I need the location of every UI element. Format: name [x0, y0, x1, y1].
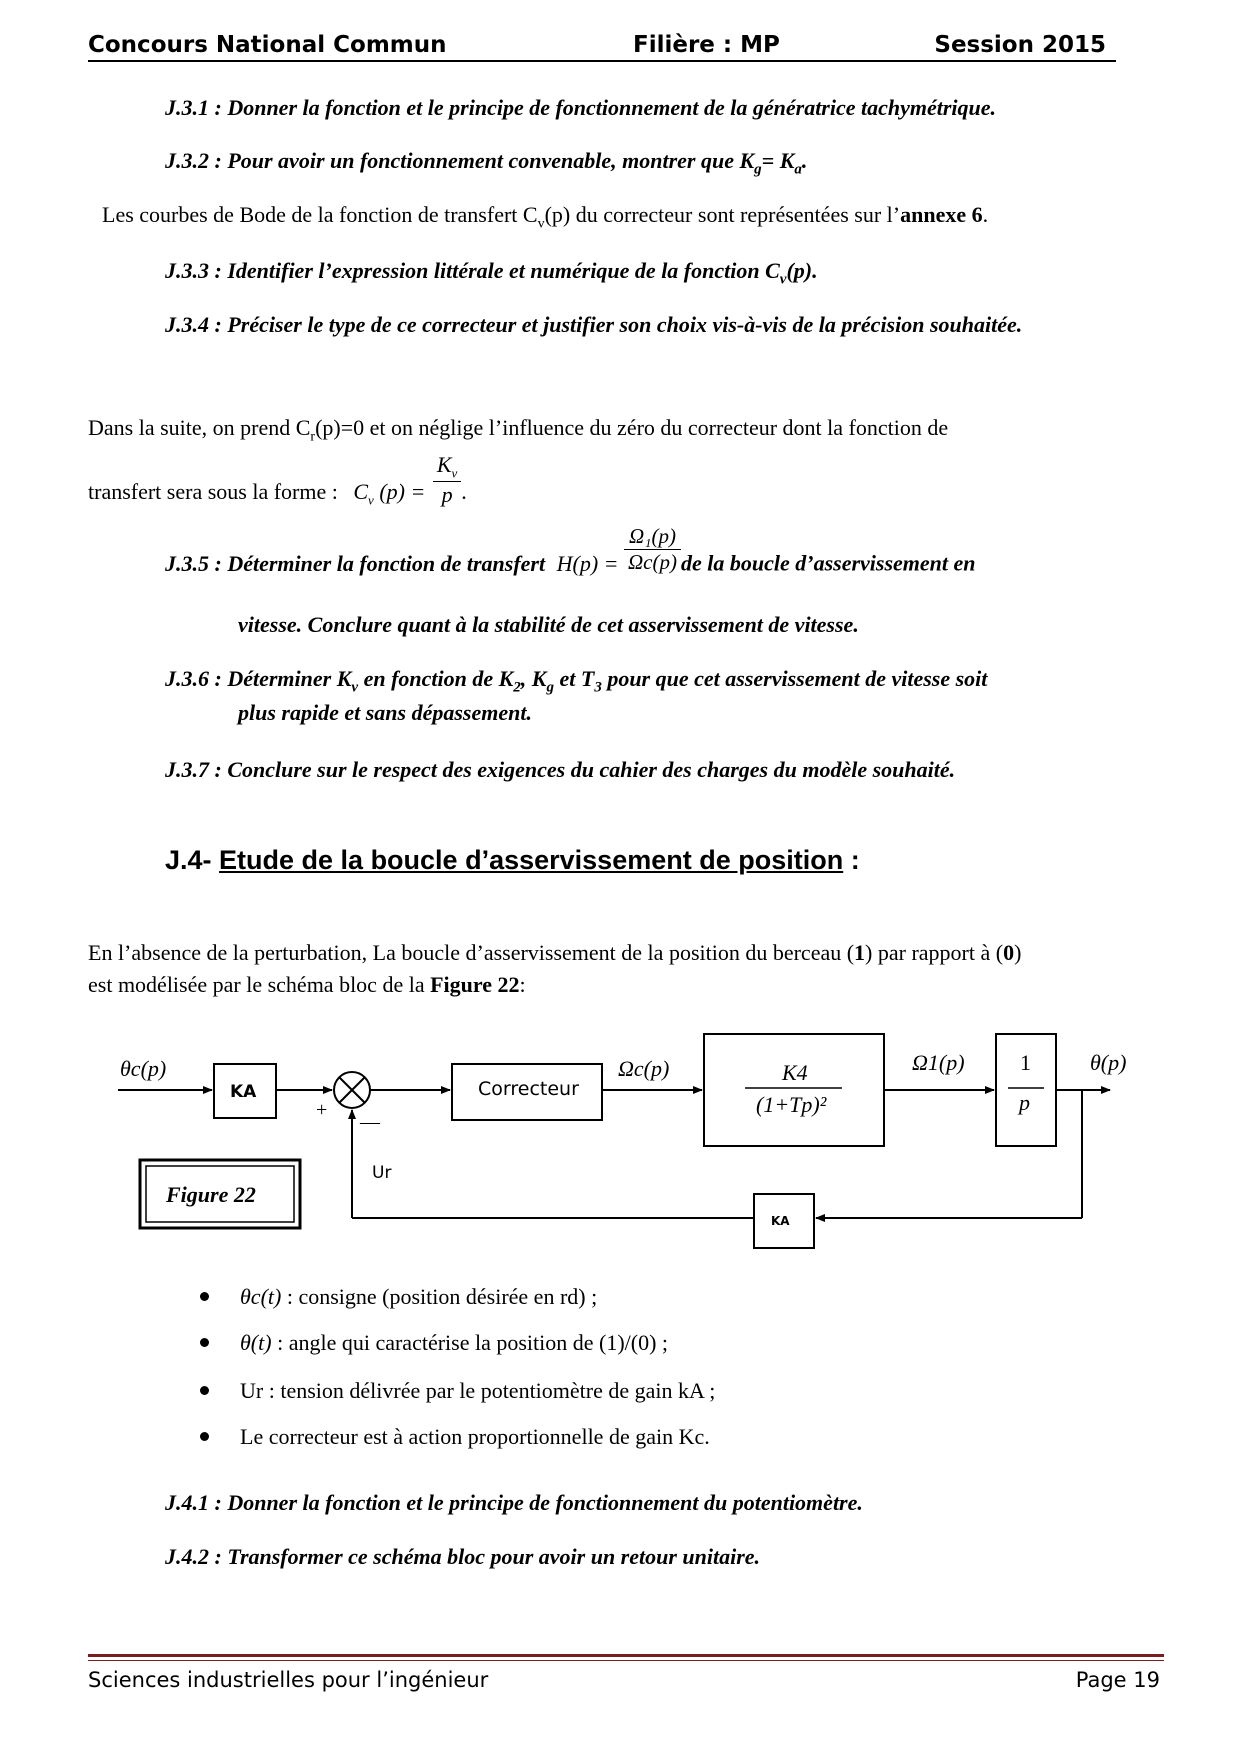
question-j36-cont: plus rapide et sans dépassement. [238, 700, 532, 725]
question-j31: J.3.1 : Donner la fonction et le principe de fonctionnement de la génératrice tachymétrique. [165, 95, 997, 120]
ka-label: KA [230, 1082, 257, 1102]
header-center: Filière : MP [633, 32, 780, 58]
ur-label: Ur [372, 1163, 392, 1183]
theta-out-label: θ(p) [1090, 1050, 1127, 1075]
integrator-denominator: p [1019, 1090, 1030, 1115]
transfert-line: transfert sera sous la forme : $C_v$ (p) = $\frac{K_v}{p}$ . [88, 452, 467, 508]
k4-denominator: (1+Tp)² [756, 1092, 827, 1117]
correcteur-label: Correcteur [478, 1078, 579, 1100]
integrator-numerator: 1 [1020, 1050, 1031, 1075]
question-j41: J.4.1 : Donner la fonction et le principe de fonctionnement du potentiomètre. [165, 1490, 863, 1515]
omega-c-label: Ωc(p) [618, 1056, 670, 1081]
question-j32: J.3.2 : Pour avoir un fonctionnement convenable, montrer que $K_g= K_a$. [165, 148, 808, 178]
suite-paragraph: Dans la suite, on prend $C_r(p)=0$ et on néglige l’influence du zéro du correcteur dont la fonction de [88, 415, 949, 445]
omega-1-label: Ω1(p) [912, 1050, 965, 1075]
question-j42: J.4.2 : Transformer ce schéma bloc pour avoir un retour unitaire. [165, 1544, 761, 1569]
modelisee-paragraph: est modélisée par le schéma bloc de la Figure 22: [88, 972, 526, 997]
figure-label: Figure 22 [166, 1182, 256, 1207]
minus-sign: — [360, 1111, 380, 1133]
header-left: Concours National Commun [88, 32, 447, 58]
theta-c-label: θc(p) [120, 1056, 167, 1081]
question-j36: J.3.6 : Déterminer $K_v$ en fonction de $K_2$, $K_g$ et $T_3$ pour que cet asservissement de vitesse soit [165, 666, 988, 696]
k4-label: K4 [782, 1060, 808, 1085]
bode-paragraph: Les courbes de Bode de la fonction de transfert $C_v(p)$ du correcteur sont représentées sur l’annexe 6. [102, 202, 989, 232]
ka-feedback-label: KA [771, 1214, 790, 1228]
question-j35-cont: vitesse. Conclure quant à la stabilité de cet asservissement de vitesse. [238, 612, 859, 637]
question-j34: J.3.4 : Préciser le type de ce correcteur et justifier son choix vis-à-vis de la précision souhaitée. [165, 312, 1023, 337]
footer-left: Sciences industrielles pour l’ingénieur [88, 1668, 489, 1692]
footer-rule-thick [88, 1654, 1164, 1657]
footer-rule-thin [88, 1660, 1164, 1661]
section-title: J.4- Etude de la boucle d’asservissement de position : [165, 845, 860, 875]
question-j33: J.3.3 : Identifier l’expression littérale et numérique de la fonction $C_v(p)$. [165, 258, 818, 288]
block-diagram [0, 1020, 1240, 1260]
plus-sign: + [316, 1099, 328, 1121]
absence-paragraph: En l’absence de la perturbation, La boucle d’asservissement de la position du berceau (1) par rapport à (0) [88, 940, 1022, 965]
question-j37: J.3.7 : Conclure sur le respect des exigences du cahier des charges du modèle souhaité. [165, 757, 956, 782]
h-fraction: $\frac{\text{Ω₁(p)}}{\Omega c(p)}$ [624, 524, 681, 575]
motor-block [704, 1034, 884, 1146]
footer-page-number: Page 19 [1075, 1668, 1160, 1692]
cv-fraction: $\frac{K_v}{p}$ [433, 452, 461, 508]
header-right: Session 2015 [934, 32, 1106, 58]
page-header [88, 30, 1116, 62]
question-j35: J.3.5 : Déterminer la fonction de transfert H(p) = $\frac{\text{Ω₁(p)}}{\Omega c(p)}$ de la boucle d’asservissement en [165, 524, 976, 576]
cv-formula: $C_v$ (p) = [353, 479, 426, 508]
